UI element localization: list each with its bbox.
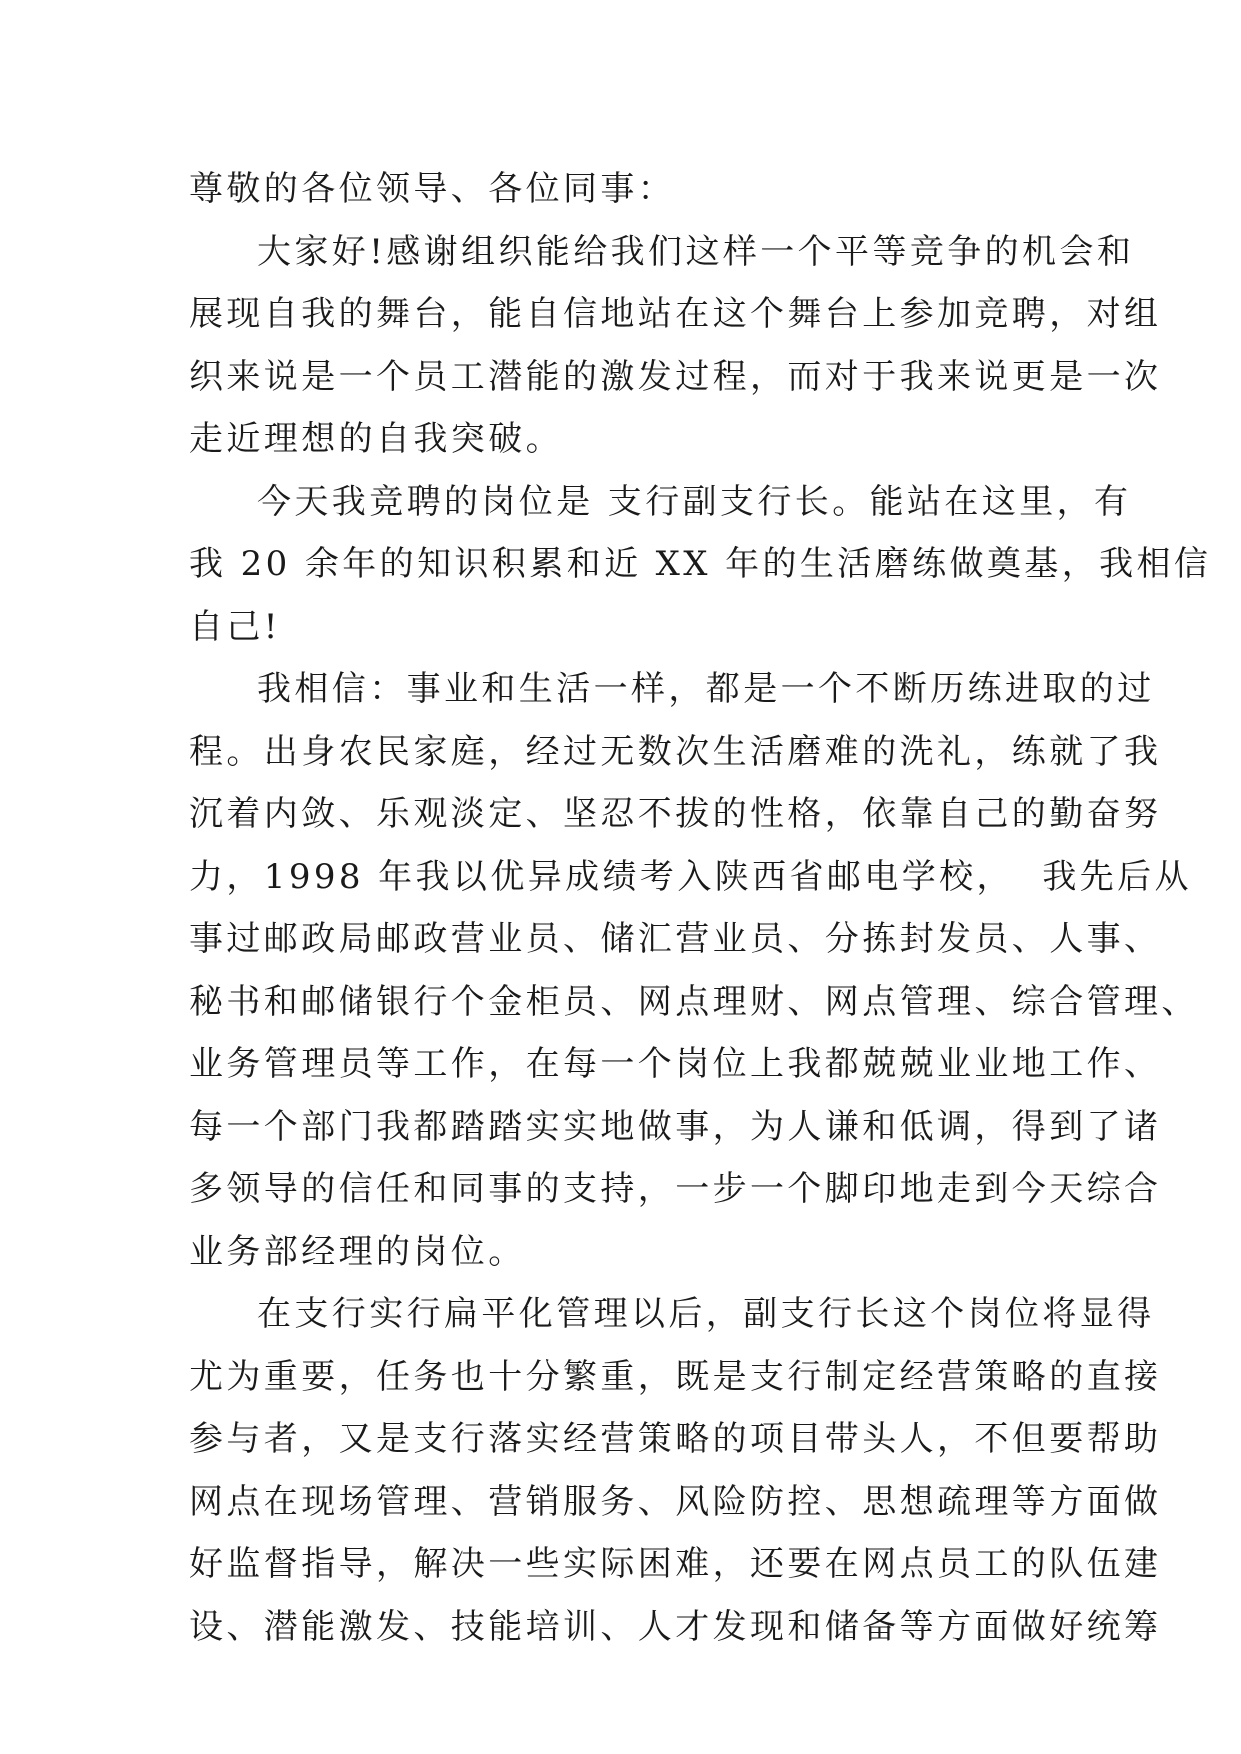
paragraph-line: 大家好!感谢组织能给我们这样一个平等竞争的机会和 xyxy=(257,231,1135,272)
paragraph-line: 织来说是一个员工潜能的激发过程，而对于我来说更是一次 xyxy=(189,356,1162,397)
paragraph-line: 展现自我的舞台，能自信地站在这个舞台上参加竞聘，对组 xyxy=(189,294,1162,334)
paragraph-line: 好监督指导，解决一些实际困难，还要在网点员工的队伍建 xyxy=(189,1544,1162,1584)
paragraph-line: 我 20 余年的知识积累和近 XX 年的生活磨练做奠基，我相信 xyxy=(189,544,1212,584)
paragraph-line: 力，1998 年我以优异成绩考入陕西省邮电学校， 我先后从 xyxy=(189,856,1192,897)
paragraph-line: 自己! xyxy=(189,606,281,647)
paragraph-line: 今天我竞聘的岗位是 支行副支行长。能站在这里，有 xyxy=(257,481,1132,522)
paragraph-line: 每一个部门我都踏踏实实地做事，为人谦和低调，得到了诸 xyxy=(189,1106,1162,1147)
paragraph-line: 尤为重要，任务也十分繁重，既是支行制定经营策略的直接 xyxy=(189,1356,1162,1397)
paragraph-line: 在支行实行扁平化管理以后，副支行长这个岗位将显得 xyxy=(257,1294,1155,1334)
paragraph-line: 多领导的信任和同事的支持，一步一个脚印地走到今天综合 xyxy=(189,1169,1162,1209)
paragraph-line: 业务管理员等工作，在每一个岗位上我都兢兢业业地工作、 xyxy=(189,1044,1162,1084)
salutation-line: 尊敬的各位领导、各位同事： xyxy=(189,169,676,209)
paragraph-line: 设、潜能激发、技能培训、人才发现和储备等方面做好统筹 xyxy=(189,1606,1162,1647)
paragraph-line: 事过邮政局邮政营业员、储汇营业员、分拣封发员、人事、 xyxy=(189,919,1162,959)
paragraph-line: 我相信：事业和生活一样，都是一个不断历练进取的过 xyxy=(257,669,1155,709)
paragraph-line: 秘书和邮储银行个金柜员、网点理财、网点管理、综合管理、 xyxy=(189,981,1199,1022)
paragraph-line: 网点在现场管理、营销服务、风险防控、思想疏理等方面做 xyxy=(189,1481,1162,1522)
paragraph-line: 参与者，又是支行落实经营策略的项目带头人，不但要帮助 xyxy=(189,1419,1162,1459)
document-body xyxy=(189,158,1212,1658)
paragraph-line: 业务部经理的岗位。 xyxy=(189,1231,526,1272)
paragraph-line: 走近理想的自我突破。 xyxy=(189,419,563,459)
paragraph-line: 沉着内敛、乐观淡定、坚忍不拔的性格，依靠自己的勤奋努 xyxy=(189,794,1162,834)
paragraph-line: 程。出身农民家庭，经过无数次生活磨难的洗礼，练就了我 xyxy=(189,731,1162,772)
